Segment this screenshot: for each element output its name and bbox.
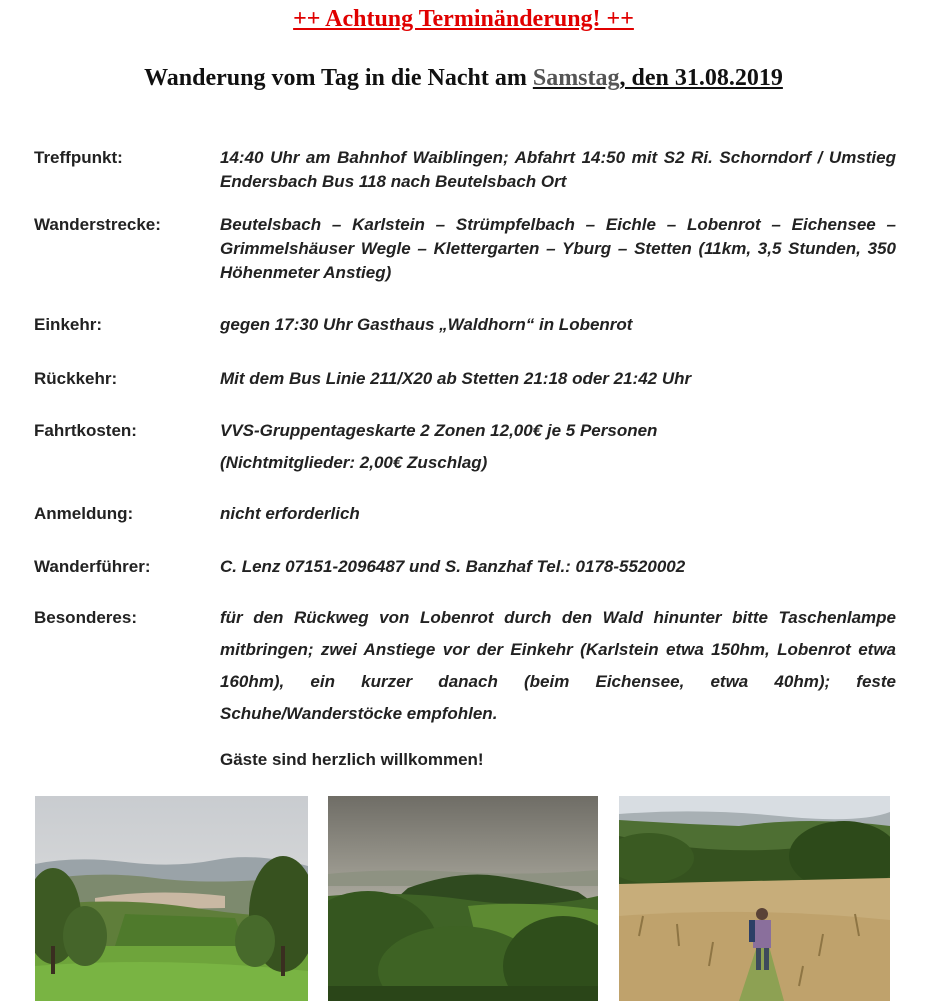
wooded-hill-image [328, 796, 598, 1001]
wanderstrecke-label: Wanderstrecke: [34, 215, 161, 234]
change-notice: ++ Achtung Terminänderung! ++ [293, 6, 634, 32]
fahrtkosten-line2: (Nichtmitglieder: 2,00€ Zuschlag) [220, 453, 488, 472]
wanderstrecke-value: Beutelsbach – Karlstein – Strümpfelbach – Eichle – Lobenrot – Eichensee – Grimmelshäuser Wegle – Klettergarten – Yburg – Stetten (11km, 3,5 Stunden, 350 Höhenmeter Anstieg) [220, 215, 896, 282]
fahrtkosten-line1: VVS-Gruppentageskarte 2 Zonen 12,00€ je 5 Personen [220, 421, 658, 440]
photo-valley-town [35, 796, 308, 1001]
rueckkehr-label: Rückkehr: [34, 369, 118, 388]
wanderfuehrer-value: C. Lenz 07151-2096487 und S. Banzhaf Tel.: 0178-5520002 [220, 557, 686, 576]
hiker-meadow-image [619, 796, 890, 1001]
fahrtkosten-label: Fahrtkosten: [34, 421, 137, 440]
anmeldung-value: nicht erforderlich [220, 504, 360, 523]
treffpunkt-label: Treffpunkt: [34, 148, 123, 167]
wanderfuehrer-label: Wanderführer: [34, 557, 151, 576]
event-title [0, 65, 927, 92]
einkehr-label: Einkehr: [34, 315, 103, 334]
besonderes-value: für den Rückweg von Lobenrot durch den Wald hinunter bitte Taschenlampe mitbringen; zwei Anstiege vor der Einkehr (Karlstein etwa 150hm, Lobenrot etwa 160hm), ein kurzer danach (beim Eichensee, etwa 40hm); feste Schuhe/Wanderstöcke empfohlen. [220, 608, 896, 723]
title-date-highlight [533, 65, 783, 91]
photo-wooded-hill [328, 796, 598, 1001]
title-day: Samstag [532, 65, 620, 91]
einkehr-value: gegen 17:30 Uhr Gasthaus „Waldhorn“ in Lobenrot [220, 315, 633, 334]
valley-town-image [35, 796, 308, 1001]
anmeldung-label: Anmeldung: [34, 504, 134, 523]
photo-hiker-meadow [619, 796, 890, 1001]
rueckkehr-value: Mit dem Bus Linie 211/X20 ab Stetten 21:18 oder 21:42 Uhr [220, 369, 692, 388]
title-prefix: Wanderung vom Tag in die Nacht am [144, 65, 533, 91]
title-date: , den 31.08.2019 [619, 65, 783, 91]
welcome-text: Gäste sind herzlich willkommen! [220, 750, 484, 769]
fahrtkosten-value [220, 415, 896, 479]
treffpunkt-value: 14:40 Uhr am Bahnhof Waiblingen; Abfahrt 14:50 mit S2 Ri. Schorndorf / Umstieg Endersbach Bus 118 nach Beutelsbach Ort [220, 148, 896, 191]
besonderes-label: Besonderes: [34, 608, 137, 627]
